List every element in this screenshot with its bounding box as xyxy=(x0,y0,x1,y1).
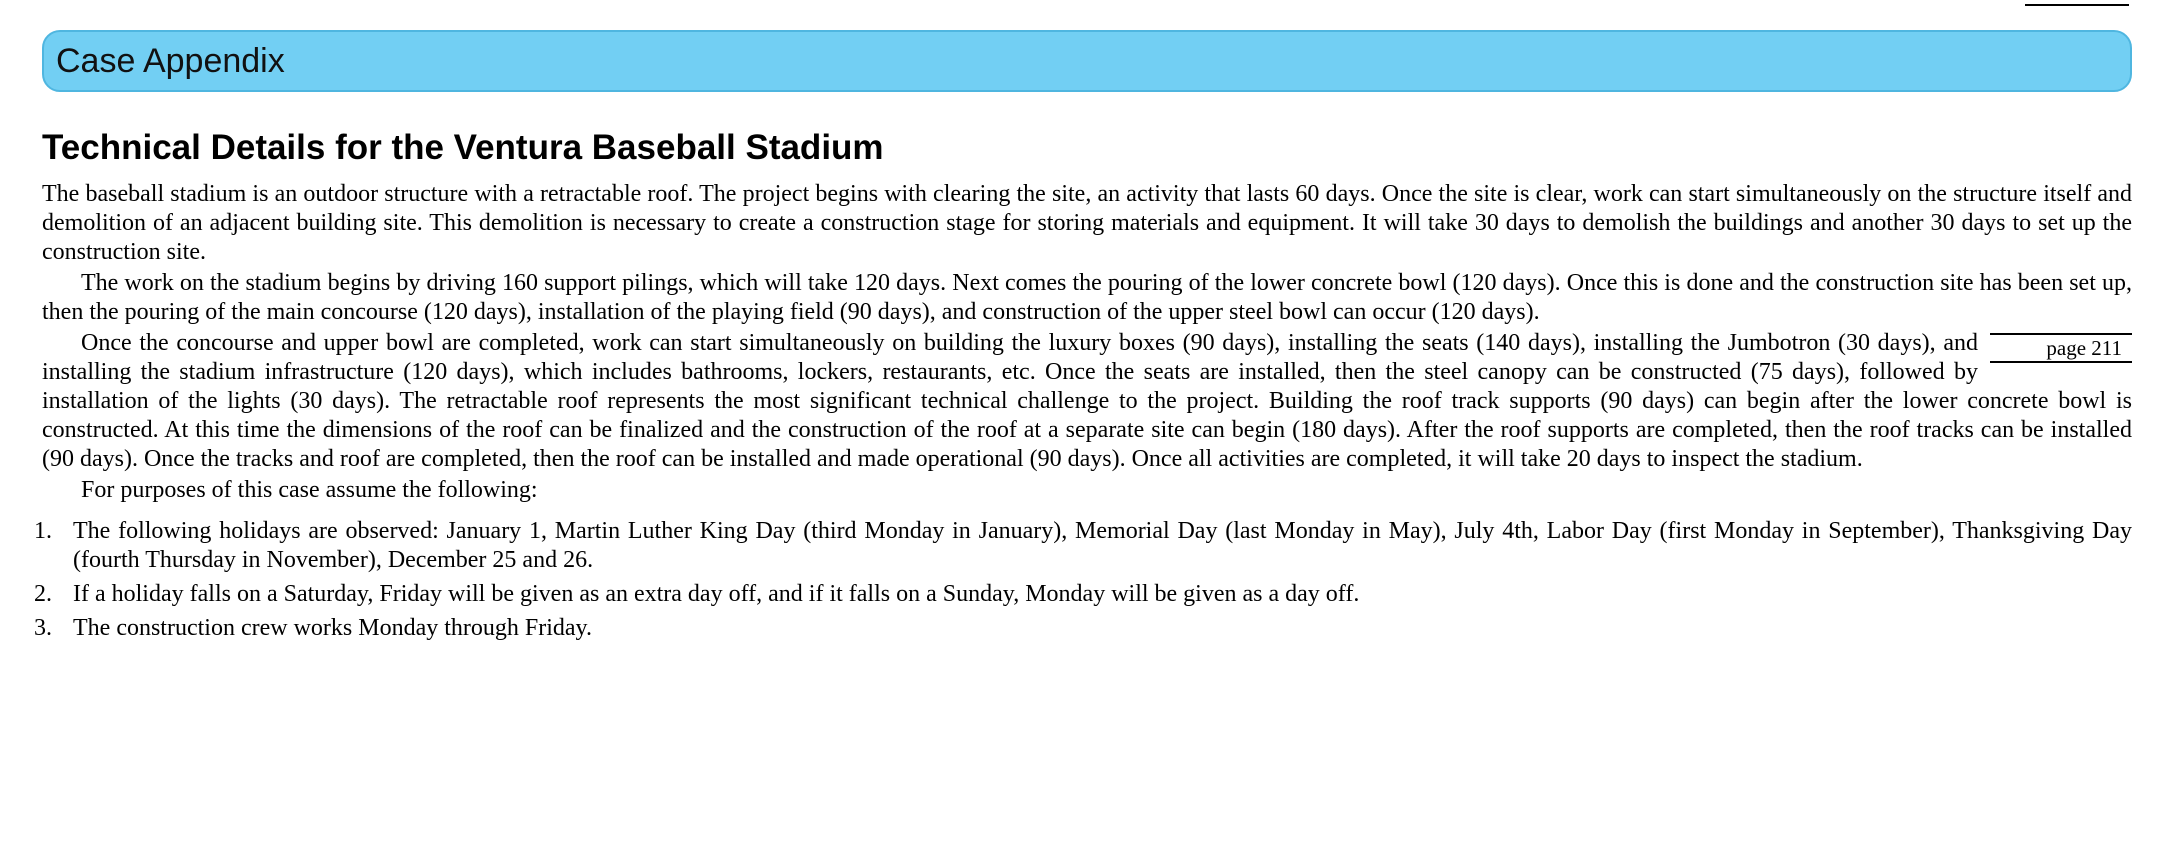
case-appendix-banner xyxy=(42,30,2132,92)
assumptions-list xyxy=(34,517,2132,643)
main-content xyxy=(34,126,2132,648)
paragraph-4: For purposes of this case assume the following: xyxy=(81,477,538,503)
paragraph-2: The work on the stadium begins by driving 160 support pilings, which will take 120 days. Next comes the pouring of the lower concrete bowl (120 days). Once this is done and the construction site has been set up, then the pouring of the main concourse (120 days), installation of the playing field (90 days), and construction of the upper steel bowl can occur (120 days). xyxy=(42,270,2132,325)
list-item-number: 1. xyxy=(34,518,52,544)
list-item xyxy=(34,517,2132,575)
paragraph-3-text: Once the concourse and upper bowl are completed, work can start simultaneously on building the luxury boxes (90 days), installing the seats (140 days), installing the Jumbotron (30 days), and installing the stadium infrastructure (120 days), which includes bathrooms, lockers, restaurants, etc. Once the seats are installed, then the steel canopy can be constructed (75 days), followed by installation of the lights (30 days). The retractable roof represents the most significant technical challenge to the project. Building the roof track supports (90 days) can begin after the lower concrete bowl is constructed. At this time the dimensions of the roof can be finalized and the construction of the roof at a separate site can begin (180 days). After the roof supports are completed, then the roof tracks can be installed (90 days). Once the tracks and roof are completed, then the roof can be installed and made operational (90 days). Once all activities are completed, it will take 20 days to inspect the stadium. xyxy=(42,330,2132,472)
paragraph-1: The baseball stadium is an outdoor structure with a retractable roof. The project begins with clearing the site, an activity that lasts 60 days. Once the site is clear, work can start simultaneously on the structure itself and demolition of an adjacent building site. This demolition is necessary to create a construction stage for storing materials and equipment. It will take 30 days to demolish the buildings and another 30 days to set up the construction site. xyxy=(42,181,2132,265)
list-item-text: The construction crew works Monday through Friday. xyxy=(73,615,592,641)
page-marker: page 211 xyxy=(1990,333,2132,363)
list-item-text: The following holidays are observed: January 1, Martin Luther King Day (third Monday in January), Memorial Day (last Monday in May), July 4th, Labor Day (first Monday in September), Thanksgiving Day (fourth Thursday in November), December 25 and 26. xyxy=(73,518,2132,573)
section-heading: Technical Details for the Ventura Baseball Stadium xyxy=(42,128,884,167)
list-item xyxy=(34,614,2132,643)
paragraph-3 xyxy=(42,329,2132,474)
list-item-number: 2. xyxy=(34,581,52,607)
list-item-text: If a holiday falls on a Saturday, Friday will be given as an extra day off, and if it falls on a Sunday, Monday will be given as a day off. xyxy=(73,581,1360,607)
page-marker-top-fragment xyxy=(2025,0,2129,6)
banner-title: Case Appendix xyxy=(56,41,285,80)
list-item xyxy=(34,580,2132,609)
list-item-number: 3. xyxy=(34,615,52,641)
